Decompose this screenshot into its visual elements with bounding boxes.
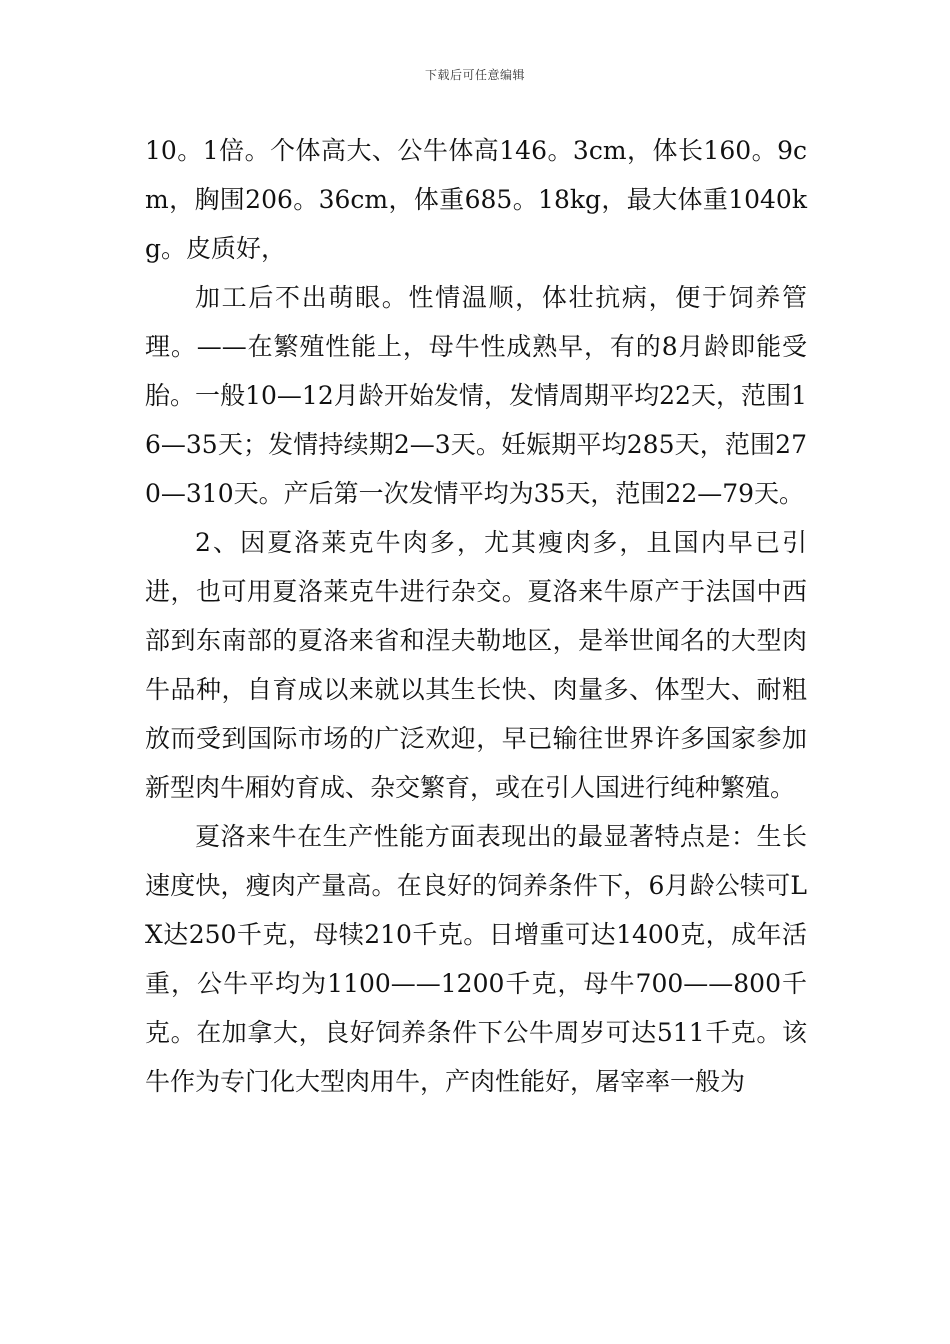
document-body <box>145 126 807 1106</box>
paragraph-3: 2、因夏洛莱克牛肉多，尤其瘦肉多，且国内早已引进，也可用夏洛莱克牛进行杂交。夏洛来牛原产于法国中西部到东南部的夏洛来省和涅夫勒地区，是举世闻名的大型肉牛品种，自育成以来就以其生长快、肉量多、体型大、耐粗放而受到国际市场的广泛欢迎，早已输往世界许多国家参加新型肉牛厢妁育成、杂交繁育，或在引人国进行纯种繁殖。 <box>145 528 807 802</box>
paragraph-4: 夏洛来牛在生产性能方面表现出的最显著特点是：生长速度快，瘦肉产量高。在良好的饲养条件下，6月龄公犊可LX达250千克，母犊210千克。日增重可达1400克，成年活重，公牛平均为1100——1200千克，母牛700——800千克。在加拿大，良好饲养条件下公牛周岁可达511千克。该牛作为专门化大型肉用牛，产肉性能好，屠宰率一般为 <box>145 822 807 1096</box>
paragraph-1: 10。1倍。个体高大、公牛体高146。3cm，体长160。9cm，胸围206。36cm，体重685。18kg，最大体重1040kg。皮质好， <box>145 136 807 263</box>
paragraph-2: 加工后不出萌眼。性情温顺，体壮抗病，便于饲养管理。——在繁殖性能上，母牛性成熟早，有的8月龄即能受胎。一般10—12月龄开始发情，发情周期平均22天，范围16—35天；发情持续期2—3天。妊娠期平均285天，范围270—310天。产后第一次发情平均为35天，范围22—79天。 <box>145 283 807 508</box>
page-header: 下载后可任意编辑 <box>424 68 525 82</box>
